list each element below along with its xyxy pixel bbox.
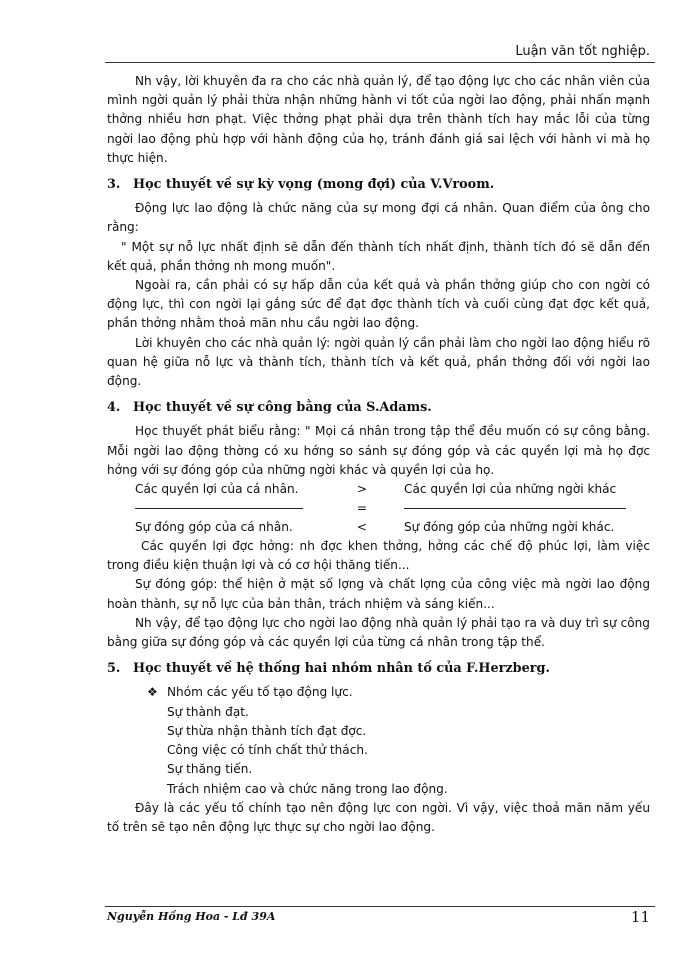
section-number: 3. bbox=[107, 177, 121, 193]
formula-right-numerator: Các quyền lợi của những ngời khác bbox=[404, 482, 617, 497]
section-heading-3 bbox=[107, 175, 650, 194]
page-number: 11 bbox=[630, 908, 650, 926]
list-heading-text: Nhóm các yếu tố tạo động lực. bbox=[167, 685, 353, 700]
section-heading-4 bbox=[107, 398, 650, 417]
formula-less-symbol: < bbox=[356, 520, 368, 535]
formula-equal-symbol: = bbox=[356, 501, 368, 516]
section-title: Học thuyết về sự công bằng của S.Adams. bbox=[133, 400, 432, 416]
motivator-list bbox=[147, 683, 650, 798]
paragraph: Lời khuyên cho các nhà quản lý: ngời quản lý cần phải làm cho ngời lao động hiểu rõ quan hệ giữa nỗ lực và thành tích, thành tích và kết quả, phần thởng đối với ngời lao động. bbox=[107, 335, 650, 389]
list-item: Công việc có tính chất thử thách. bbox=[167, 743, 368, 758]
formula-left-numerator: Các quyền lợi của cá nhân. bbox=[135, 482, 299, 497]
list-heading bbox=[147, 683, 650, 702]
footer-divider bbox=[105, 906, 655, 907]
paragraph: Sự đóng góp: thể hiện ở mặt số lợng và chất lợng của công việc mà ngời lao động hoàn thành, sự nỗ lực của bản thân, trách nhiệm và sáng kiến... bbox=[107, 577, 650, 611]
footer-author: Nguyễn Hồng Hoa - Lđ 39A bbox=[107, 910, 276, 923]
paragraph: Học thuyết phát biểu rằng: " Mọi cá nhân trong tập thể đều muốn có sự công bằng. Mỗi ngời lao động thờng có xu hớng so sánh sự đóng góp và các quyền lợi mà họ đợc hởng với sự đóng góp của những ngời khác và quyền lợi của họ. bbox=[107, 424, 650, 477]
section-number: 5. bbox=[107, 661, 121, 677]
header-divider bbox=[105, 62, 655, 63]
paragraph: Nh vậy, để tạo động lực cho ngời lao động nhà quản lý phải tạo ra và duy trì sự công bằng giữa sự đóng góp và các quyền lợi của từng cá nhân trong tập thể. bbox=[107, 615, 650, 650]
section-title: Học thuyết về hệ thống hai nhóm nhân tố của F.Herzberg. bbox=[133, 661, 550, 677]
diamond-bullet-icon: ❖ bbox=[147, 685, 158, 700]
document-body bbox=[107, 72, 650, 837]
section-title: Học thuyết về sự kỳ vọng (mong đợi) của V.Vroom. bbox=[133, 177, 495, 193]
formula-right-denominator: Sự đóng góp của những ngời khác. bbox=[404, 520, 615, 535]
paragraph: Đây là các yếu tố chính tạo nên động lực con ngời. Vì vậy, việc thoả mãn năm yếu tố trên sẽ tạo nên động lực thực sự cho ngời lao động. bbox=[107, 800, 650, 834]
quote-paragraph: " Một sự nỗ lực nhất định sẽ dẫn đến thành tích nhất định, thành tích đó sẽ dẫn đến kết quả, phần thởng nh mong muốn". bbox=[107, 239, 650, 273]
paragraph: Nh vậy, lời khuyên đa ra cho các nhà quản lý, để tạo động lực cho các nhân viên của mình ngời quản lý phải thừa nhận những hành vi tốt của ngời lao động, phải nhấn mạnh thởng nhiều hơn phạt. Việc thởng phạt phải dựa trên thành tích hay mắc lỗi của từng ngời lao động phù hợp với hành động của họ, tránh đánh giá sai lệch với hành vi mà họ thực hiện. bbox=[107, 74, 650, 165]
list-item: Trách nhiệm cao và chức năng trong lao động. bbox=[167, 781, 448, 796]
list-item: Sự thăng tiến. bbox=[167, 762, 253, 777]
list-item: Sự thành đạt. bbox=[167, 704, 249, 719]
running-header: Luận văn tốt nghiệp. bbox=[515, 44, 650, 59]
section-heading-5 bbox=[107, 659, 650, 678]
list-item: Sự thừa nhận thành tích đạt đợc. bbox=[167, 723, 367, 738]
paragraph: Động lực lao động là chức năng của sự mong đợi cá nhân. Quan điểm của ông cho rằng: bbox=[107, 201, 650, 235]
formula-greater-symbol: > bbox=[356, 482, 368, 497]
formula-left-denominator: Sự đóng góp của cá nhân. bbox=[135, 520, 293, 535]
paragraph: Ngoài ra, cần phải có sự hấp dẫn của kết quả và phần thởng giúp cho con ngời có động lực, thì con ngời lại gắng sức để đạt đợc thành tích và cuối cùng đạt đợc kết quả, phần thởng nhằm thoả mãn nhu cầu ngời lao động. bbox=[107, 278, 650, 331]
section-number: 4. bbox=[107, 400, 121, 416]
paragraph: Các quyền lợi đợc hởng: nh đợc khen thởng, hởng các chế độ phúc lợi, làm việc trong điều kiện thuận lợi và có cơ hội thăng tiến... bbox=[107, 539, 650, 573]
equity-formula bbox=[107, 480, 650, 537]
